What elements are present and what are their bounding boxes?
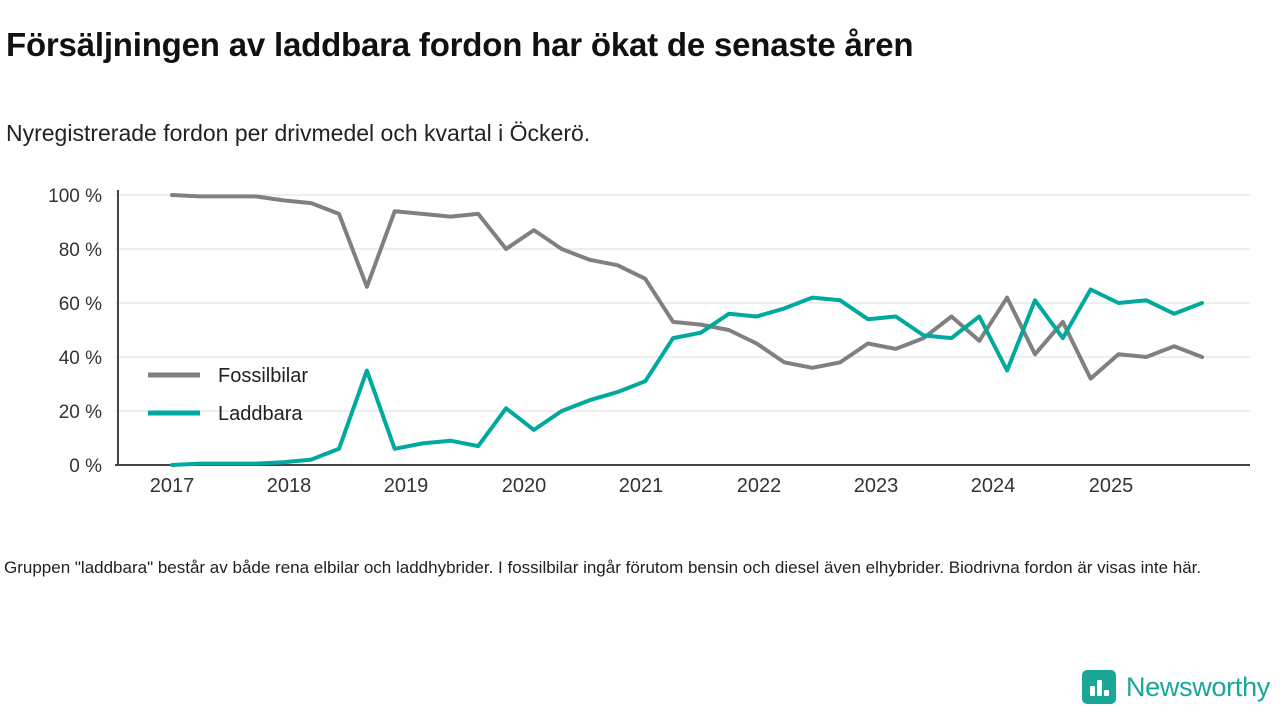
legend-label-fossilbilar: Fossilbilar (218, 365, 309, 387)
x-tick-label: 2020 (501, 475, 547, 497)
x-tick-label: 2024 (970, 475, 1016, 497)
chart-svg (0, 170, 1280, 510)
y-axis-tick-labels (48, 186, 102, 477)
series-line-fossilbilar (172, 195, 1202, 379)
y-tick-label: 40 % (58, 348, 102, 369)
x-tick-label: 2017 (149, 475, 195, 497)
chart-footnote: Gruppen "laddbara" består av både rena elbilar och laddhybrider. I fossilbilar ingår förutom bensin och diesel även elhybrider. Biodrivna fordon är visas inte här. (4, 558, 1202, 577)
y-tick-label: 20 % (58, 402, 102, 423)
x-tick-label: 2023 (853, 475, 899, 497)
y-tick-label: 80 % (58, 240, 102, 261)
x-axis-tick-labels (150, 475, 1134, 497)
legend-label-laddbara: Laddbara (218, 403, 303, 425)
x-tick-label: 2025 (1088, 475, 1134, 497)
x-tick-label: 2018 (266, 475, 312, 497)
series-line-laddbara (172, 290, 1202, 466)
legend (148, 365, 308, 425)
y-tick-label: 60 % (58, 294, 102, 315)
page-title: Försäljningen av laddbara fordon har ökat de senaste åren (6, 26, 914, 63)
bar-chart-icon (1082, 670, 1116, 704)
page-subtitle: Nyregistrerade fordon per drivmedel och kvartal i Öckerö. (6, 120, 591, 146)
y-tick-label: 100 % (48, 186, 102, 207)
y-tick-label: 0 % (69, 456, 102, 477)
x-tick-label: 2022 (736, 475, 782, 497)
brand-name: Newsworthy (1125, 671, 1270, 702)
x-tick-label: 2019 (383, 475, 429, 497)
line-chart (0, 170, 1280, 510)
newsworthy-logo (1082, 670, 1270, 704)
x-tick-label: 2021 (618, 475, 664, 497)
